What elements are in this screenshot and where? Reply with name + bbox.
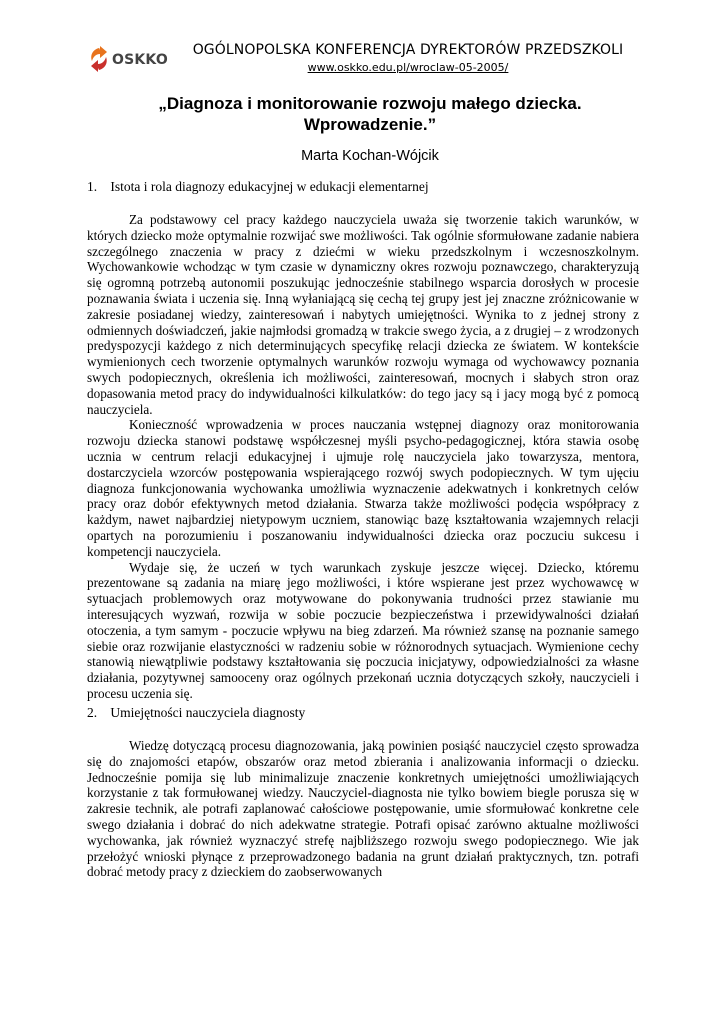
section-number: 2.: [87, 705, 98, 720]
oskko-logo: [88, 46, 178, 76]
conference-url-link[interactable]: www.oskko.edu.pl/wroclaw-05-2005/: [307, 61, 509, 74]
section-1-heading: [87, 179, 429, 195]
paragraph: Za podstawowy cel pracy każdego nauczyciela uważa się tworzenie takich warunków, w których dziecko może optymalnie rozwijać swe możliwości. Tak ogólnie sformułowane zadanie nabiera szczególnego znaczenia w pracy z dziećmi w wieku przedszkolnym i wczesnoszkolnym. Wychowankowie wchodząc w tym czasie w dynamiczny okres rozwoju poznawczego, charakteryzują się ogromną potrzebą autonomii poszukując jednocześnie stabilnego wsparcia dorosłych w procesie poznawania świata i uczenia się. Inną wyłaniającą się cechą tej grupy jest jej znaczne zróżnicowanie w zakresie posiadanej wiedzy, zainteresowań i nabytych umiejętności. Wynika to z jednej strony z odmiennych doświadczeń, jakie najmłodsi gromadzą w trakcie swego życia, a z drugiej – z wrodzonych predyspozycji każdego z nich determinujących specyfikę relacji dziecka ze światem. W kontekście wymienionych cech tworzenie optymalnych warunków rozwoju wymaga od wychowawcy poznania swych podopiecznych, określenia ich możliwości, zainteresowań, mocnych i słabych stron oraz dopasowania metod pracy do indywidualności kilkulatków: do tego jacy są i jacy mogą być z pomocą nauczyciela.: [87, 212, 639, 417]
paragraph: Wydaje się, że uczeń w tych warunkach zyskuje jeszcze więcej. Dziecko, któremu prezentowane są zadania na miarę jego możliwości, i które wspierane jest przez wychowawcę w sytuacjach problemowych oraz motywowane do pokonywania trudności przez stawianie mu interesujących wyzwań, rozwija w sobie poczucie bezpieczeństwa i przewidywalności działań otoczenia, a tym samym - poczucie wpływu na bieg zdarzeń. Ma również szansę na poznanie samego siebie oraz rozwijanie elastyczności w radzeniu sobie w różnorodnych sytuacjach. Wymienione cechy stanowią niewątpliwie podstawy kształtowania się poczucia inicjatywy, odpowiedzialności za własne działania, pozytywnej samooceny oraz ogólnych przekonań ucznia dotyczących szkoły, nauczycieli i procesu uczenia się.: [87, 559, 639, 701]
section-2-heading: [87, 705, 305, 721]
section-heading-text: Umiejętności nauczyciela diagnosty: [110, 705, 306, 720]
paragraph: Wiedzę dotyczącą procesu diagnozowania, jaką powinien posiąść nauczyciel często sprowadza się do znajomości etapów, obszarów oraz metod zbierania i analizowania informacji o dziecku. Jednocześnie pomija się lub minimalizuje znaczenie konkretnych umiejętności umożliwiających korzystanie z tak formułowanej wiedzy. Nauczyciel-diagnosta nie tylko bowiem biegle porusza się w zakresie technik, ale potrafi zaplanować całościowe postępowanie, umie sformułować konkretne cele swego działania i dobrać do nich adekwatne strategie. Potrafi opisać zarówno aktualne możliwości wychowanka, jak również wyznaczyć strefę najbliższego rozwoju swego podopiecznego. Wie jak przełożyć wnioski płynące z przeprowadzonego badania na grunt działań praktycznych, tzn. potrafi dobrać metody pracy z dzieckiem do zaobserwowanych: [87, 738, 639, 880]
conference-title: OGÓLNOPOLSKA KONFERENCJA DYREKTORÓW PRZEDSZKOLI: [192, 42, 624, 58]
oskko-logo-icon: [88, 46, 110, 72]
section-2-body: [87, 738, 639, 880]
paragraph: Konieczność wprowadzenia w proces nauczania wstępnej diagnozy oraz monitorowania rozwoju dziecka stanowi podstawę współczesnej myśli psycho-pedagogicznej, która stawia osobę ucznia w centrum relacji edukacyjnej i ujmuje rolę nauczyciela jako towarzysza, mentora, dostarczyciela wzorców postępowania wspierającego rozwój swych podopiecznych. W tym ujęciu diagnoza funkcjonowania wychowanka umożliwia wyznaczenie adekwatnych i konkretnych celów pracy oraz dobór efektywnych metod działania. Stwarza także możliwości podęcia współpracy z każdym, nawet najbardziej nietypowym uczniem, stanowiąc bazę kształtowania wzajemnych relacji opartych na porozumieniu i poszanowaniu indywidualności dziecka oraz poczuciu sukcesu i kompetencji nauczyciela.: [87, 417, 639, 559]
section-1-body: [87, 212, 639, 702]
title-line-1: „Diagnoza i monitorowanie rozwoju małego dziecka.: [158, 94, 582, 113]
logo-text: OSKKO: [112, 52, 168, 68]
section-number: 1.: [87, 179, 98, 194]
document-title: [80, 93, 660, 135]
section-heading-text: Istota i rola diagnozy edukacyjnej w edukacji elementarnej: [110, 179, 429, 194]
title-line-2: Wprowadzenie.”: [303, 115, 437, 134]
author-name: Marta Kochan-Wójcik: [301, 148, 439, 164]
